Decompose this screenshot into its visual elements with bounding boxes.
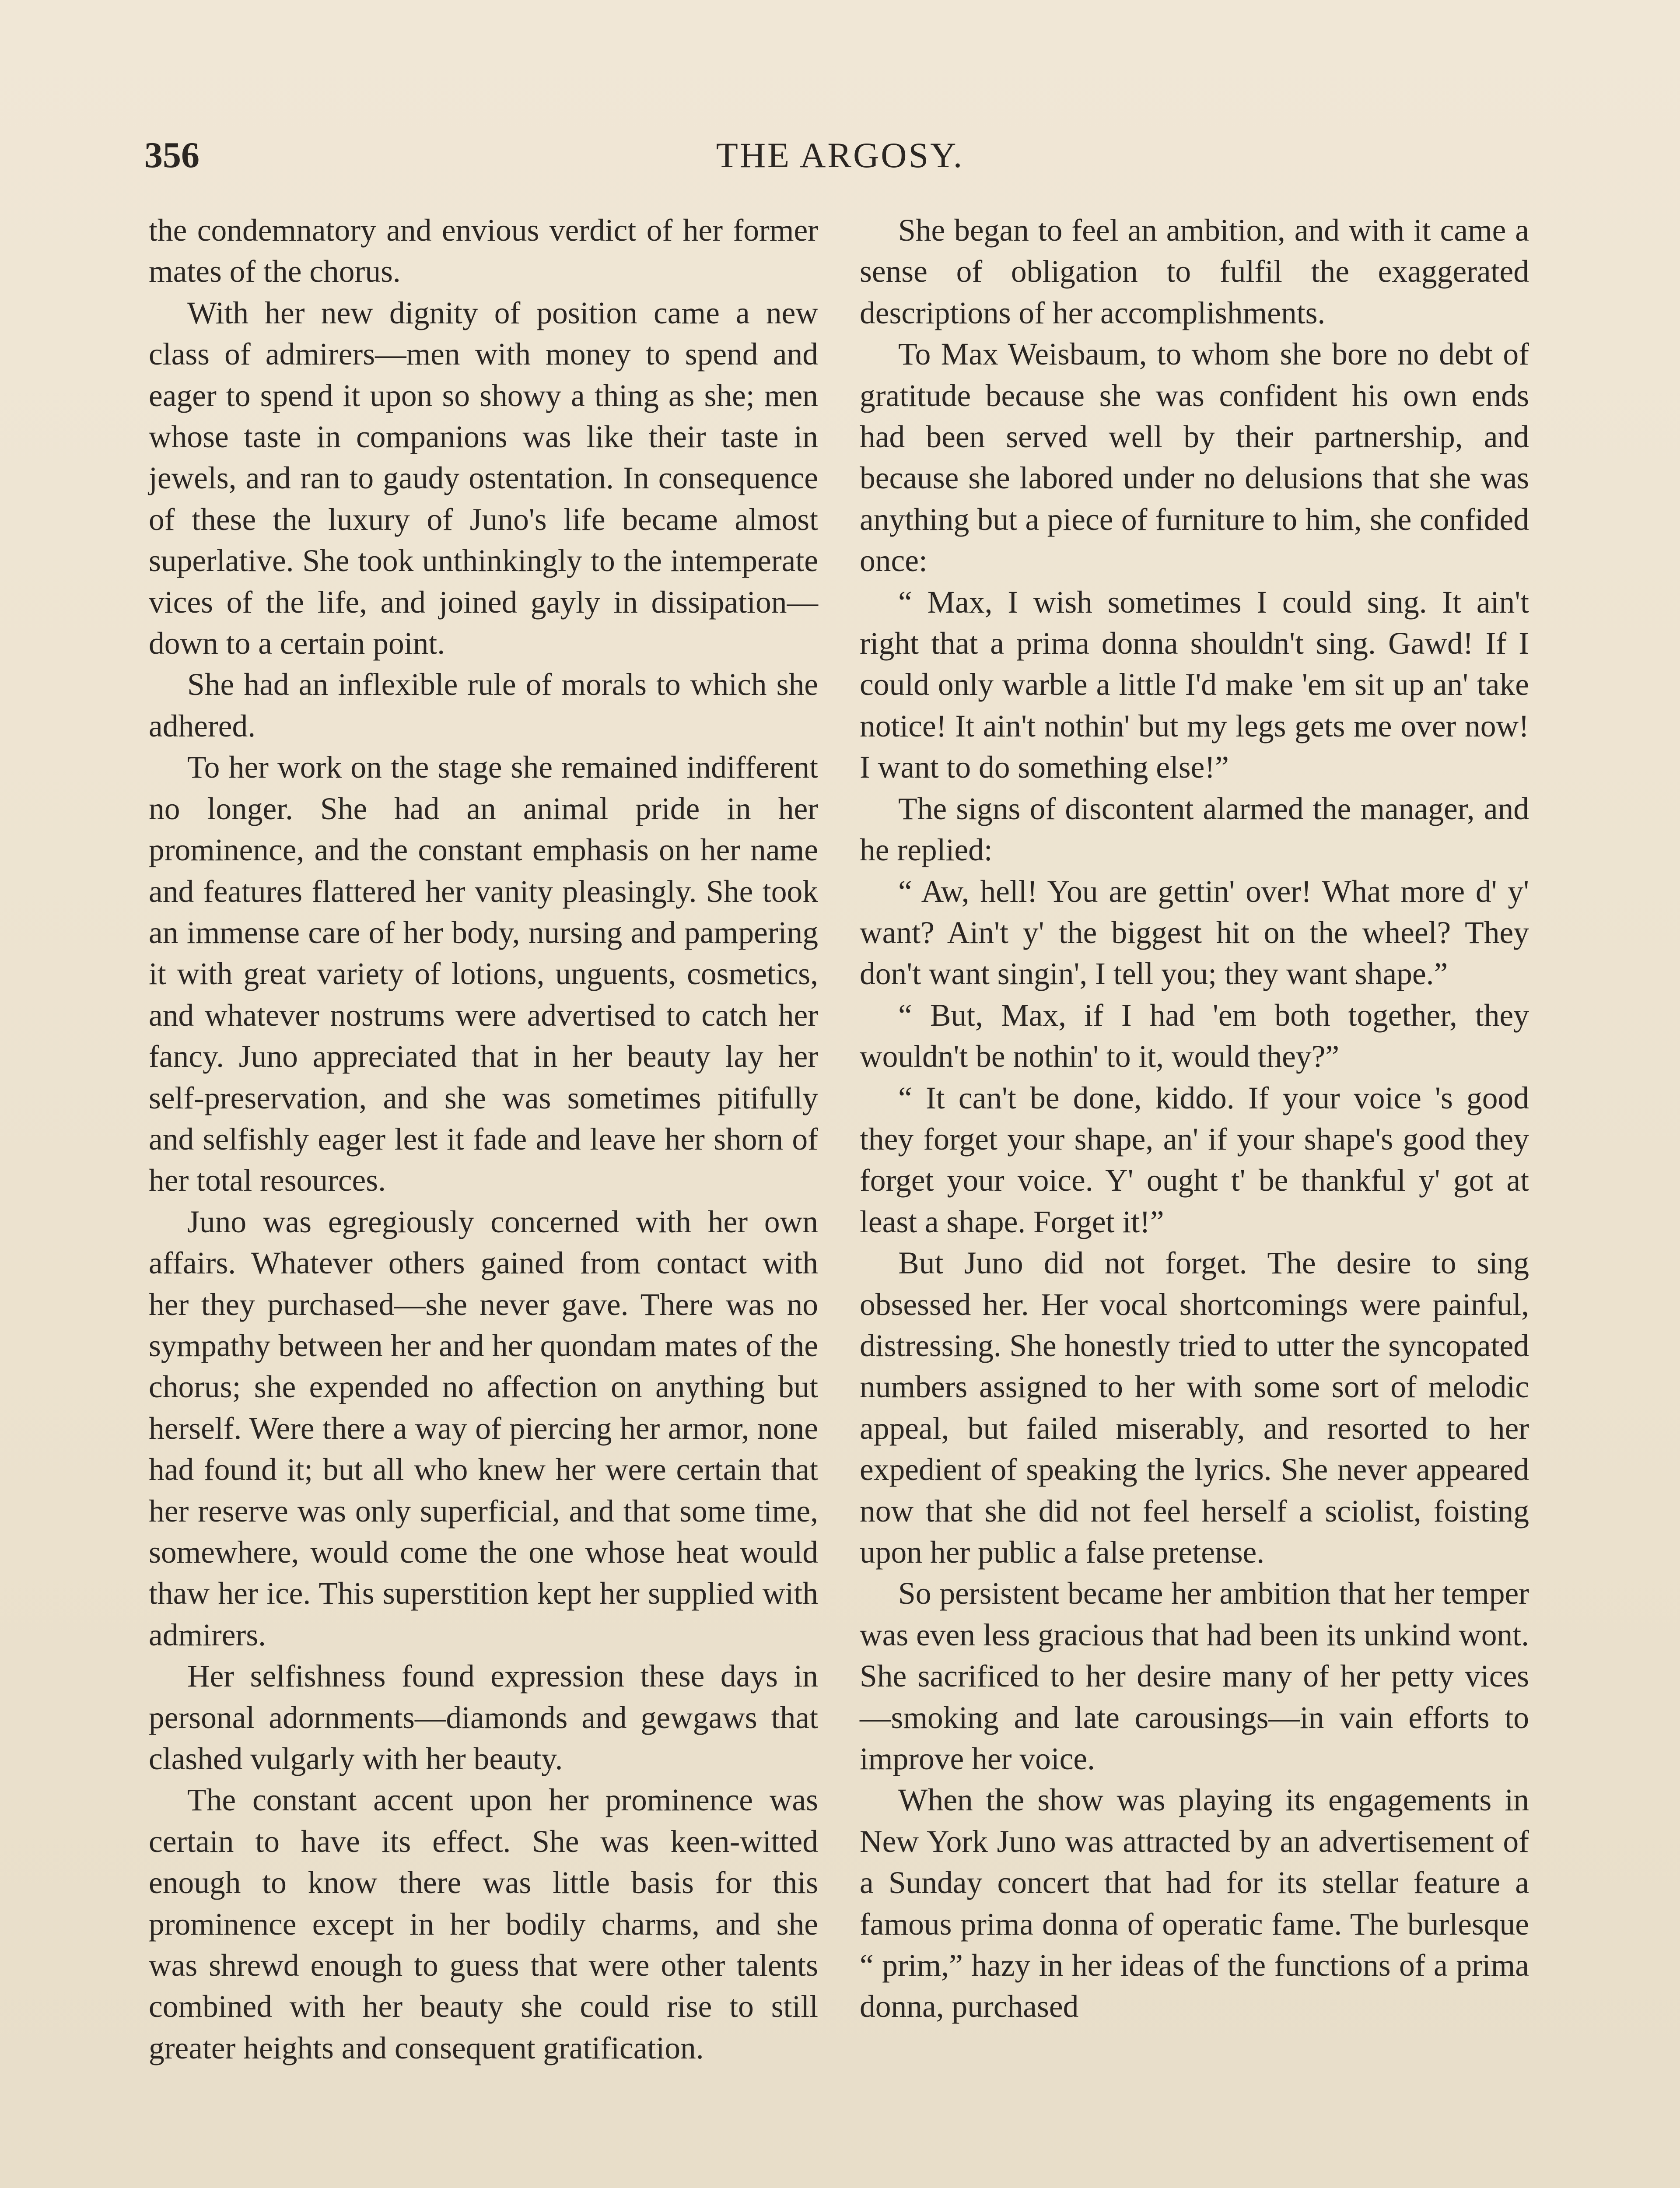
paragraph: To her work on the stage she remained indifferent no longer. She had an animal pride in her prominence, and the constant emphasis on her name and features flattered her vanity pleasingly. She took an immense care of her body, nursing and pampering it with great variety of lotions, unguents, cosmetics, and whatever nostrums were advertised to catch her fancy. Juno appreciated that in her beauty lay her self-preservation, and she was sometimes pitifully and selfishly eager lest it fade and leave her shorn of her total resources. xyxy=(149,750,818,1198)
dialogue-paragraph: “ But, Max, if I had 'em both together, they wouldn't be nothin' to it, would they?” xyxy=(860,998,1529,1074)
paragraph: With her new dignity of position came a new class of admirers—men with money to spend and eager to spend it upon so showy a thing as she; men whose taste in companions was like their taste in jewels, and ran to gaudy ostentation. In consequence of these the luxury of Juno's life became almost superlative. She took unthinkingly to the intemperate vices of the life, and joined gayly in dissipation—down to a certain point. xyxy=(149,295,818,661)
paragraph: To Max Weisbaum, to whom she bore no debt of gratitude because she was confident his own ends had been served well by their partnership, and because she labored under no delusions that she was anything but a piece of furniture to him, she confided once: xyxy=(860,337,1529,579)
paragraph: Her selfishness found expression these days in personal adornments—diamonds and gewgaws that clashed vulgarly with her beauty. xyxy=(149,1659,818,1777)
running-title: THE ARGOSY. xyxy=(716,135,964,175)
dialogue-paragraph: “ Max, I wish sometimes I could sing. It ain't right that a prima donna shouldn't sing. Gawd! If I could only warble a little I'd make 'em sit up an' take notice! It ain't nothin' but my legs gets me over now! I want to do something else!” xyxy=(860,585,1529,785)
page-header xyxy=(144,131,1536,179)
dialogue-paragraph: “ It can't be done, kiddo. If your voice 's good they forget your shape, an' if your shape's good they forget your voice. Y' ought t' be thankful y' got at least a shape. Forget it!” xyxy=(860,1080,1529,1239)
paragraph: When the show was playing its engagements in New York Juno was attracted by an advertisement of a Sunday concert that had for its stellar feature a famous prima donna of operatic fame. The burlesque “ prim,” hazy in her ideas of the functions of a prima donna, purchased xyxy=(860,1783,1529,2024)
paragraph: the condemnatory and envious verdict of her former mates of the chorus. xyxy=(149,213,818,289)
right-column xyxy=(860,210,1529,2028)
dialogue-paragraph: “ Aw, hell! You are gettin' over! What more d' y' want? Ain't y' the biggest hit on the wheel? They don't want singin', I tell you; they want shape.” xyxy=(860,874,1529,992)
paragraph: She began to feel an ambition, and with it came a sense of obligation to fulfil the exaggerated descriptions of her accomplishments. xyxy=(860,213,1529,330)
left-column xyxy=(149,210,818,2069)
paragraph: So persistent became her ambition that her temper was even less gracious that had been its unkind wont. She sacrificed to her desire many of her petty vices—smoking and late carousings—in vain efforts to improve her voice. xyxy=(860,1576,1529,1777)
paragraph: But Juno did not forget. The desire to sing obsessed her. Her vocal shortcomings were painful, distressing. She honestly tried to utter the syncopated numbers assigned to her with some sort of melodic appeal, but failed miserably, and resorted to her expedient of speaking the lyrics. She never appeared now that she did not feel herself a sciolist, foisting upon her public a false pretense. xyxy=(860,1246,1529,1570)
paragraph: The constant accent upon her prominence was certain to have its effect. She was keen-witted enough to know there was little basis for this prominence except in her bodily charms, and she was shrewd enough to guess that were other talents combined with her beauty she could rise to still greater heights and consequent gratification. xyxy=(149,1783,818,2065)
page-number: 356 xyxy=(144,135,200,175)
paragraph: She had an inflexible rule of morals to which she adhered. xyxy=(149,667,818,743)
paragraph: Juno was egregiously concerned with her own affairs. Whatever others gained from contact with her they purchased—she never gave. There was no sympathy between her and her quondam mates of the chorus; she expended no affection on anything but herself. Were there a way of piercing her armor, none had found it; but all who knew her were certain that her reserve was only superficial, and that some time, somewhere, would come the one whose heat would thaw her ice. This superstition kept her supplied with admirers. xyxy=(149,1204,818,1652)
paragraph: The signs of discontent alarmed the manager, and he replied: xyxy=(860,791,1529,868)
